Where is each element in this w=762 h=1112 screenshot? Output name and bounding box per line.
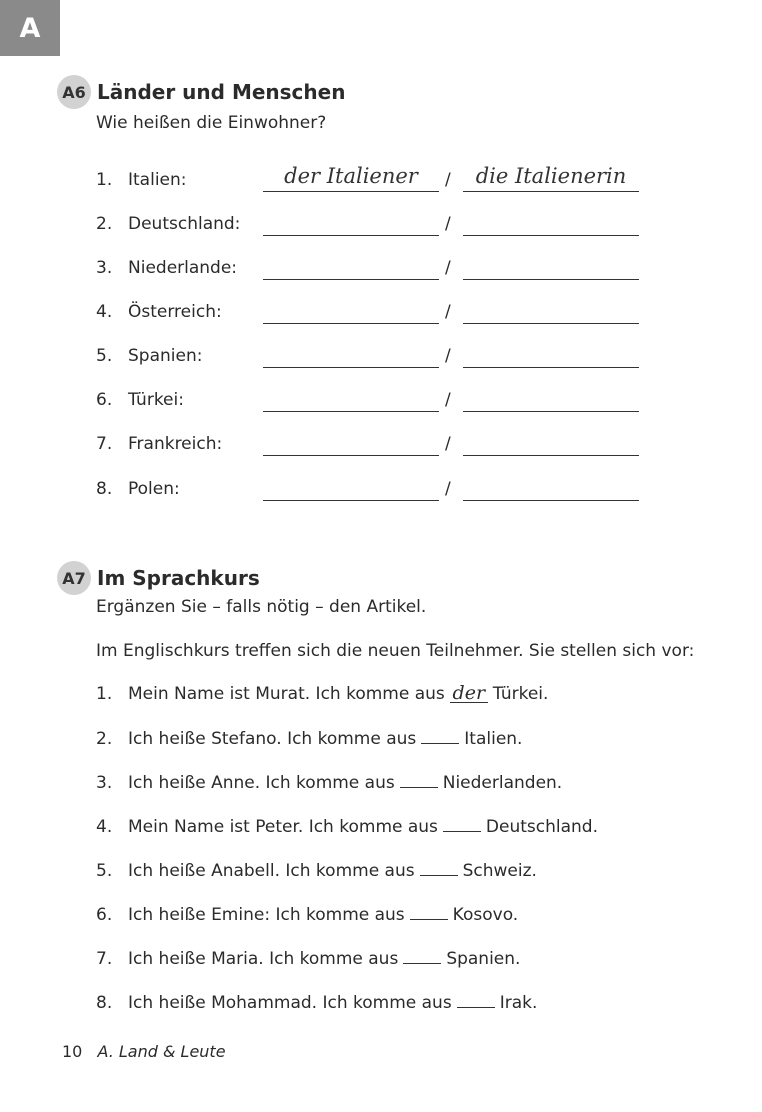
a7-sentence <box>96 684 548 704</box>
sentence-start: Ich heiße Anabell. Ich komme aus <box>128 861 415 881</box>
sentence-start: Ich heiße Maria. Ich komme aus <box>128 949 399 969</box>
a6-instruction: Wie heißen die Einwohner? <box>96 113 327 133</box>
article-answer-blank[interactable] <box>410 905 448 920</box>
a7-sentence <box>96 905 518 925</box>
female-answer-blank[interactable] <box>463 191 639 192</box>
separator: / <box>445 346 451 366</box>
section-tab: A <box>0 0 60 56</box>
row-number: 7. <box>96 434 113 454</box>
country-label: Türkei: <box>128 390 184 410</box>
sentence-start: Ich heiße Stefano. Ich komme aus <box>128 729 417 749</box>
sentence-end: Kosovo. <box>452 905 519 925</box>
article-answer-blank[interactable] <box>443 817 481 832</box>
country-label: Niederlande: <box>128 258 238 278</box>
sentence-start: Mein Name ist Murat. Ich komme aus <box>128 684 445 704</box>
female-answer-blank[interactable] <box>463 279 639 280</box>
row-number: 2. <box>96 729 113 749</box>
male-answer-blank[interactable] <box>263 279 439 280</box>
row-number: 3. <box>96 258 113 278</box>
separator: / <box>445 214 451 234</box>
female-answer-blank[interactable] <box>463 367 639 368</box>
page-number: 10 <box>62 1042 83 1061</box>
sentence-end: Niederlanden. <box>442 773 563 793</box>
country-label: Österreich: <box>128 302 222 322</box>
article-answer-blank[interactable] <box>400 773 438 788</box>
article-answer-blank[interactable] <box>421 729 459 744</box>
a7-sentence <box>96 949 520 969</box>
a7-sentence <box>96 861 537 881</box>
male-answer-blank[interactable] <box>263 323 439 324</box>
separator: / <box>445 390 451 410</box>
female-answer-blank[interactable] <box>463 411 639 412</box>
male-answer-blank[interactable] <box>263 411 439 412</box>
row-number: 6. <box>96 905 113 925</box>
female-answer-blank[interactable] <box>463 235 639 236</box>
separator: / <box>445 434 451 454</box>
a7-sentence <box>96 729 522 749</box>
sentence-start: Mein Name ist Peter. Ich komme aus <box>128 817 438 837</box>
a7-badge: A7 <box>57 561 91 595</box>
sentence-end: Spanien. <box>446 949 521 969</box>
a7-instruction: Ergänzen Sie – falls nötig – den Artikel. <box>96 597 427 617</box>
row-number: 1. <box>96 684 113 704</box>
chapter-title: A. Land & Leute <box>97 1042 226 1061</box>
page-footer <box>62 1042 226 1061</box>
article-answer-blank[interactable] <box>420 861 458 876</box>
sentence-end: Schweiz. <box>462 861 537 881</box>
a6-title: Länder und Menschen <box>97 80 346 104</box>
article-answer-blank[interactable] <box>457 993 495 1008</box>
female-answer-blank[interactable] <box>463 500 639 501</box>
article-answer-blank[interactable] <box>403 949 441 964</box>
female-answer-blank[interactable] <box>463 455 639 456</box>
a7-sentence <box>96 817 598 837</box>
row-number: 8. <box>96 993 113 1013</box>
row-number: 4. <box>96 302 113 322</box>
sentence-end: Irak. <box>499 993 538 1013</box>
row-number: 5. <box>96 861 113 881</box>
row-number: 5. <box>96 346 113 366</box>
sentence-end: Italien. <box>464 729 523 749</box>
sentence-start: Ich heiße Mohammad. Ich komme aus <box>128 993 452 1013</box>
row-number: 2. <box>96 214 113 234</box>
a7-title: Im Sprachkurs <box>97 566 260 590</box>
male-answer-blank[interactable] <box>263 455 439 456</box>
separator: / <box>445 479 451 499</box>
row-number: 4. <box>96 817 113 837</box>
sentence-start: Ich heiße Emine: Ich komme aus <box>128 905 405 925</box>
female-answer-handwritten: die Italienerin <box>475 164 627 188</box>
country-label: Spanien: <box>128 346 203 366</box>
row-number: 6. <box>96 390 113 410</box>
row-number: 8. <box>96 479 113 499</box>
sentence-end: Türkei. <box>492 684 549 704</box>
sentence-end: Deutschland. <box>485 817 598 837</box>
article-answer-handwritten[interactable]: der <box>450 685 488 703</box>
a7-header <box>57 561 260 595</box>
separator: / <box>445 302 451 322</box>
a7-sentence <box>96 773 562 793</box>
sentence-start: Ich heiße Anne. Ich komme aus <box>128 773 395 793</box>
separator: / <box>445 170 451 190</box>
female-answer-blank[interactable] <box>463 323 639 324</box>
male-answer-blank[interactable] <box>263 235 439 236</box>
a7-sentence <box>96 993 537 1013</box>
row-number: 1. <box>96 170 113 190</box>
male-answer-blank[interactable] <box>263 191 439 192</box>
row-number: 3. <box>96 773 113 793</box>
male-answer-blank[interactable] <box>263 367 439 368</box>
male-answer-handwritten: der Italiener <box>284 164 418 188</box>
a6-badge: A6 <box>57 75 91 109</box>
country-label: Frankreich: <box>128 434 223 454</box>
country-label: Polen: <box>128 479 180 499</box>
a7-intro: Im Englischkurs treffen sich die neuen Teilnehmer. Sie stellen sich vor: <box>96 641 695 661</box>
row-number: 7. <box>96 949 113 969</box>
country-label: Italien: <box>128 170 187 190</box>
country-label: Deutschland: <box>128 214 241 234</box>
a6-header <box>57 75 345 109</box>
separator: / <box>445 258 451 278</box>
male-answer-blank[interactable] <box>263 500 439 501</box>
